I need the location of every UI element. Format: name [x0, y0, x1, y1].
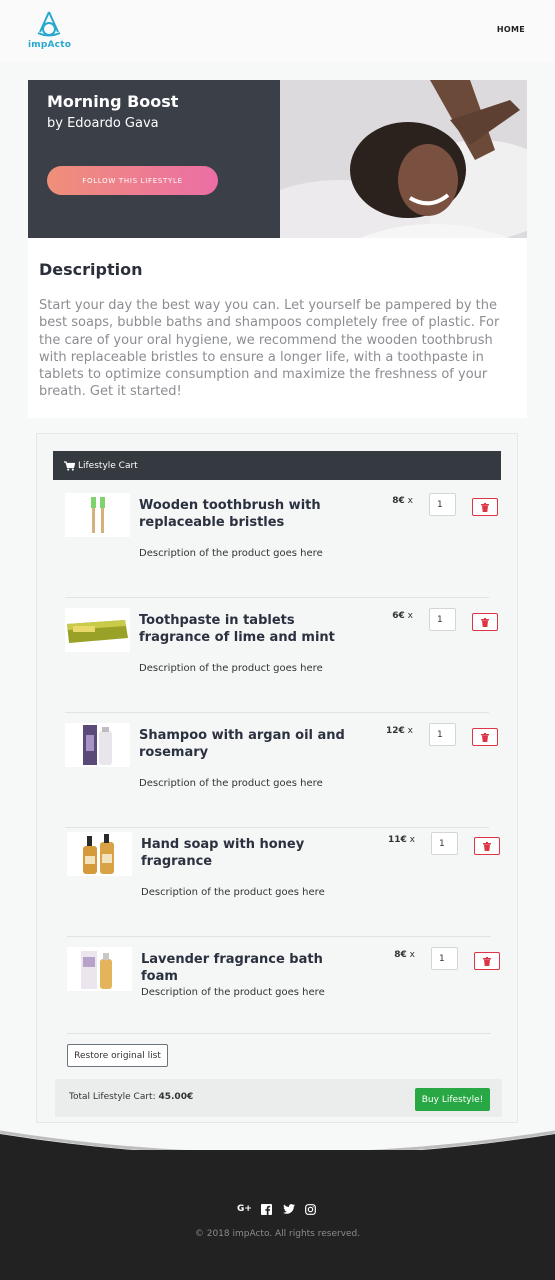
product-price [386, 726, 413, 736]
cart-item [65, 714, 489, 828]
buy-lifestyle-button[interactable]: Buy Lifestyle! [415, 1088, 490, 1111]
product-image [67, 832, 132, 876]
cart-item [67, 938, 491, 1034]
trash-icon [483, 957, 491, 966]
google-plus-icon[interactable]: G+ [237, 1204, 252, 1214]
total-value: 45.00€ [158, 1092, 194, 1102]
logo-text: impActo [28, 40, 72, 50]
description-section [28, 238, 527, 418]
price-multiplier: x [409, 835, 415, 845]
cart-item [67, 823, 491, 937]
quantity-input[interactable] [429, 608, 456, 631]
product-name: Shampoo with argan oil and rosemary [139, 728, 345, 760]
product-name: Toothpaste in tablets fragrance of lime and mint [139, 613, 335, 645]
trash-icon [481, 618, 489, 627]
delete-item-button[interactable] [474, 952, 500, 970]
toothbrush-icon [65, 493, 130, 537]
product-image [67, 947, 132, 991]
lifestyle-title: Morning Boost [47, 92, 179, 111]
cart-item [65, 599, 489, 713]
price-value: 11€ [388, 835, 407, 845]
site-footer [0, 1150, 555, 1280]
follow-lifestyle-button[interactable]: FOLLOW THIS LIFESTYLE [47, 166, 218, 195]
price-multiplier: x [407, 726, 413, 736]
quantity-input[interactable] [431, 947, 458, 970]
hand-soap-icon [67, 832, 132, 876]
lifestyle-hero [28, 80, 527, 238]
product-image [65, 493, 130, 537]
product-name: Wooden toothbrush with replaceable bristles [139, 498, 321, 530]
trash-icon [483, 842, 491, 851]
cart-icon [64, 461, 75, 471]
hero-info [28, 80, 280, 238]
woman-waking-photo-icon [280, 80, 527, 238]
lifestyle-cart [36, 433, 518, 1123]
price-value: 12€ [386, 726, 405, 736]
trash-icon [481, 503, 489, 512]
price-multiplier: x [407, 496, 413, 506]
product-description: Description of the product goes here [141, 987, 325, 998]
product-price [394, 950, 415, 960]
price-value: 8€ [392, 496, 405, 506]
cart-footer [55, 1079, 502, 1117]
shampoo-bottle-icon [65, 723, 130, 767]
instagram-icon[interactable] [305, 1203, 317, 1215]
product-description: Description of the product goes here [139, 778, 323, 789]
delete-item-button[interactable] [472, 498, 498, 516]
product-name: Lavender fragrance bath foam [141, 952, 323, 984]
toothpaste-box-icon [65, 608, 130, 652]
site-header [0, 0, 555, 62]
delete-item-button[interactable] [474, 837, 500, 855]
cart-title: Lifestyle Cart [78, 460, 138, 471]
facebook-icon[interactable] [261, 1203, 273, 1215]
logo-icon [28, 10, 70, 40]
trash-icon [481, 733, 489, 742]
cart-header [53, 451, 501, 480]
product-image [65, 608, 130, 652]
description-title: Description [39, 260, 143, 279]
product-price [392, 611, 413, 621]
twitter-icon[interactable] [283, 1203, 295, 1215]
product-description: Description of the product goes here [139, 663, 323, 674]
bath-foam-icon [67, 947, 132, 991]
quantity-input[interactable] [429, 493, 456, 516]
price-value: 6€ [392, 611, 405, 621]
price-multiplier: x [409, 950, 415, 960]
copyright-text: © 2018 impActo. All rights reserved. [194, 1229, 361, 1239]
nav-home-link[interactable]: HOME [496, 25, 525, 34]
lifestyle-author: by Edoardo Gava [47, 116, 159, 131]
product-price [388, 835, 415, 845]
cart-item [65, 484, 489, 598]
product-description: Description of the product goes here [141, 887, 325, 898]
social-links [0, 1203, 555, 1215]
cart-total [69, 1092, 193, 1102]
hero-photo [280, 80, 527, 238]
quantity-input[interactable] [431, 832, 458, 855]
product-description: Description of the product goes here [139, 548, 323, 559]
product-image [65, 723, 130, 767]
quantity-input[interactable] [429, 723, 456, 746]
delete-item-button[interactable] [472, 728, 498, 746]
description-text: Start your day the best way you can. Let yourself be pampered by the best soaps, bubble baths and shampoos completely free of plastic. For the care of your oral hygiene, we recommend the wooden toothbrush with replaceable bristles to ensure a longer life, with a toothpaste in tablets to optimize consumption and maximize the freshness of your breath. Get it started! [39, 298, 500, 400]
product-price [392, 496, 413, 506]
delete-item-button[interactable] [472, 613, 498, 631]
restore-list-button[interactable]: Restore original list [67, 1044, 168, 1067]
price-value: 8€ [394, 950, 407, 960]
product-name: Hand soap with honey fragrance [141, 837, 305, 869]
total-label: Total Lifestyle Cart: [69, 1092, 156, 1102]
site-logo[interactable] [28, 10, 70, 54]
price-multiplier: x [407, 611, 413, 621]
